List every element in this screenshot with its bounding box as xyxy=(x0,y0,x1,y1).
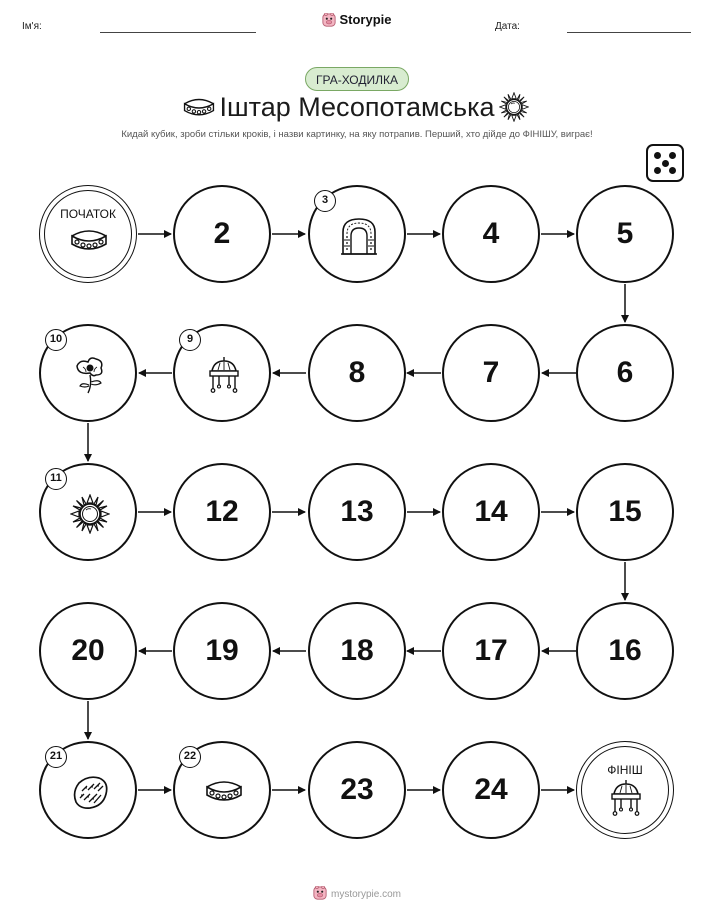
instructions-text: Кидай кубик, зроби стільки кроків, і назви картинку, на яку потрапив. Перший, хто дійде до ФІНІШУ, виграє! xyxy=(121,129,593,140)
crown-headdress-icon xyxy=(606,778,646,818)
cell-number: 2 xyxy=(213,217,231,250)
board-cell-finish xyxy=(576,741,674,839)
sun-icon xyxy=(70,494,110,534)
clay-tablet-icon xyxy=(70,772,110,812)
cell-number: 5 xyxy=(616,217,634,250)
board-cell-13 xyxy=(308,463,406,561)
board-cell-23 xyxy=(308,741,406,839)
cell-number: 23 xyxy=(340,773,374,806)
cell-number: 8 xyxy=(348,356,366,389)
brand-name: Storypie xyxy=(339,12,392,27)
cell-number-badge: 21 xyxy=(45,746,67,768)
board-cell-18 xyxy=(308,602,406,700)
board-cell-7 xyxy=(442,324,540,422)
cell-number: 19 xyxy=(205,634,239,667)
board-cell-15 xyxy=(576,463,674,561)
cell-number: 20 xyxy=(71,634,105,667)
cell-number: 17 xyxy=(474,634,508,667)
board-cell-17 xyxy=(442,602,540,700)
cell-number: 13 xyxy=(340,495,374,528)
crown-headdress-icon xyxy=(204,355,244,395)
game-type-badge: ГРА-ХОДИЛКА xyxy=(305,67,409,91)
pig-logo-icon xyxy=(313,886,327,900)
board-cell-start xyxy=(39,185,137,283)
cell-number: 15 xyxy=(608,495,642,528)
name-label: Ім'я: xyxy=(22,21,42,32)
board-cell-6 xyxy=(576,324,674,422)
poppy-flower-icon xyxy=(70,355,110,395)
cell-number: 16 xyxy=(608,634,642,667)
start-label: ПОЧАТОК xyxy=(60,207,116,221)
cell-number-badge: 11 xyxy=(45,468,67,490)
board-cell-12 xyxy=(173,463,271,561)
cell-number-badge: 9 xyxy=(179,329,201,351)
footer-url[interactable]: mystorypie.com xyxy=(330,889,401,900)
board-cell-8 xyxy=(308,324,406,422)
cell-number: 18 xyxy=(340,634,374,667)
board-cell-16 xyxy=(576,602,674,700)
board-cell-5 xyxy=(576,185,674,283)
board-cell-2 xyxy=(173,185,271,283)
cell-number: 4 xyxy=(482,217,500,250)
cell-number-badge: 3 xyxy=(314,190,336,212)
footer xyxy=(0,886,714,900)
board-cell-24 xyxy=(442,741,540,839)
cell-number: 14 xyxy=(474,495,508,528)
cell-number: 7 xyxy=(482,356,500,389)
cell-number-badge: 22 xyxy=(179,746,201,768)
page-title: Іштар Месопотамська xyxy=(219,92,495,122)
board-cell-19 xyxy=(173,602,271,700)
finish-label: ФІНІШ xyxy=(607,763,643,777)
date-label: Дата: xyxy=(495,21,520,32)
cell-number-badge: 10 xyxy=(45,329,67,351)
ring-bracelet-icon xyxy=(204,777,244,807)
cell-number: 12 xyxy=(205,495,239,528)
board-cell-14 xyxy=(442,463,540,561)
board-cell-4 xyxy=(442,185,540,283)
ring-bracelet-icon xyxy=(69,226,109,256)
cell-number: 6 xyxy=(616,356,634,389)
board-cell-20 xyxy=(39,602,137,700)
cell-number: 24 xyxy=(474,773,508,806)
ishtar-gate-icon xyxy=(339,216,379,256)
